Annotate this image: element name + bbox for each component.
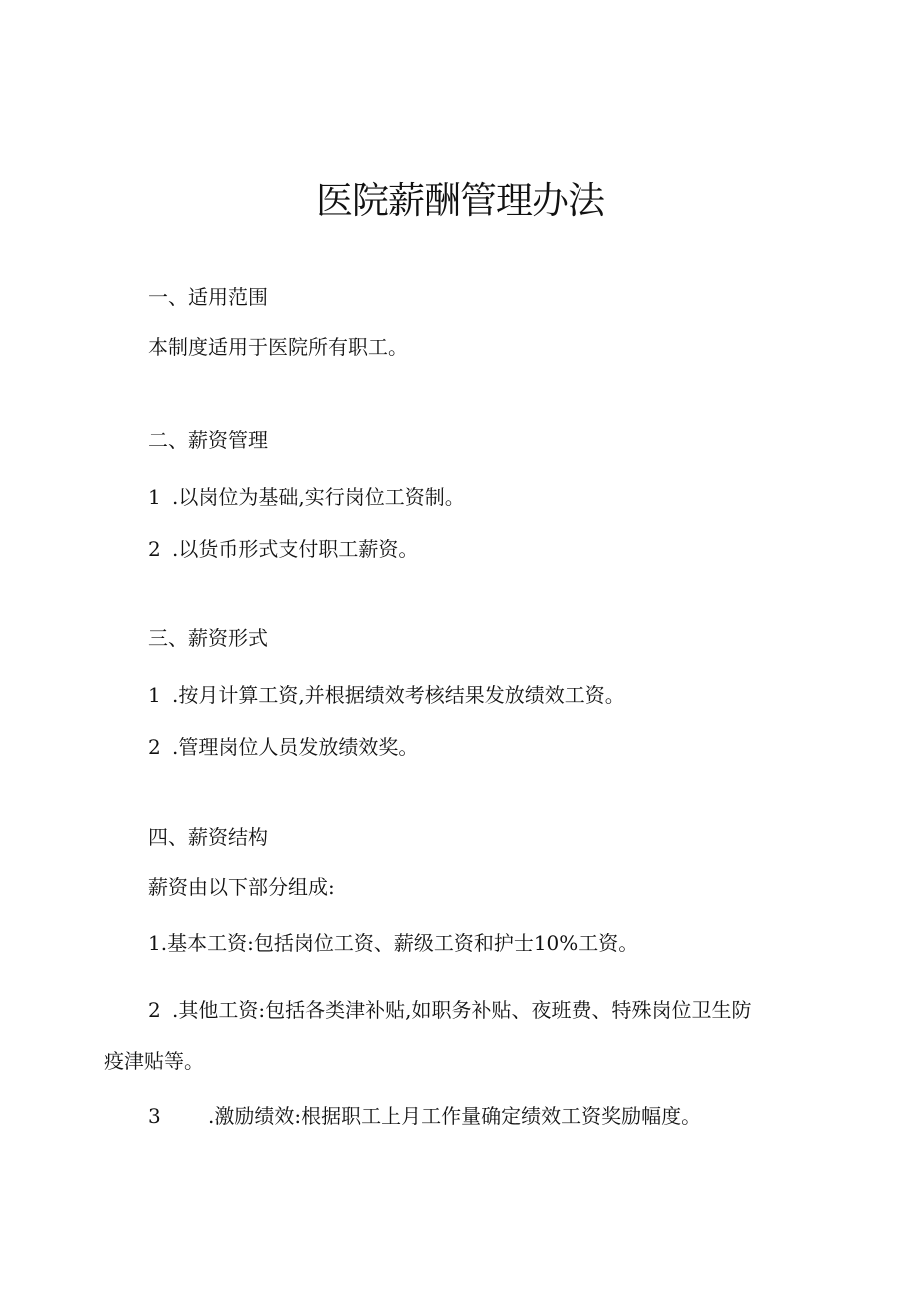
list-item-text: .按月计算工资,并根据绩效考核结果发放绩效工资。	[172, 683, 625, 707]
list-item	[148, 1101, 701, 1131]
list-item-number: 1	[148, 683, 161, 707]
list-item	[148, 928, 638, 958]
list-item-number: 2	[148, 735, 161, 759]
list-item-text: .以岗位为基础,实行岗位工资制。	[172, 485, 465, 509]
list-item-text: .以货币形式支付职工薪资。	[172, 537, 419, 561]
list-item-text: 1.基本工资:包括岗位工资、薪级工资和护士10%工资。	[148, 931, 639, 955]
list-item	[148, 995, 751, 1025]
paragraph: 薪资由以下部分组成:	[148, 875, 335, 899]
list-item-text: .激励绩效:根据职工上月工作量确定绩效工资奖励幅度。	[208, 1104, 702, 1128]
list-item	[148, 680, 625, 710]
section-heading: 三、薪资形式	[148, 626, 268, 650]
list-item	[148, 482, 465, 512]
list-item-number: 3	[148, 1104, 161, 1128]
section-heading: 四、薪资结构	[148, 825, 268, 849]
section-heading: 二、薪资管理	[148, 428, 268, 452]
list-item-continuation: 疫津贴等。	[104, 1049, 204, 1073]
list-item-text: .其他工资:包括各类津补贴,如职务补贴、夜班费、特殊岗位卫生防	[172, 998, 752, 1022]
list-item-number: 1	[148, 485, 161, 509]
paragraph: 本制度适用于医院所有职工。	[148, 335, 408, 359]
list-item-number: 2	[148, 998, 161, 1022]
list-item	[148, 732, 418, 762]
section-heading: 一、适用范围	[148, 285, 268, 309]
list-item-number: 2	[148, 537, 161, 561]
document-title: 医院薪酬管理办法	[316, 179, 604, 222]
list-item	[148, 534, 418, 564]
list-item-text: .管理岗位人员发放绩效奖。	[172, 735, 419, 759]
